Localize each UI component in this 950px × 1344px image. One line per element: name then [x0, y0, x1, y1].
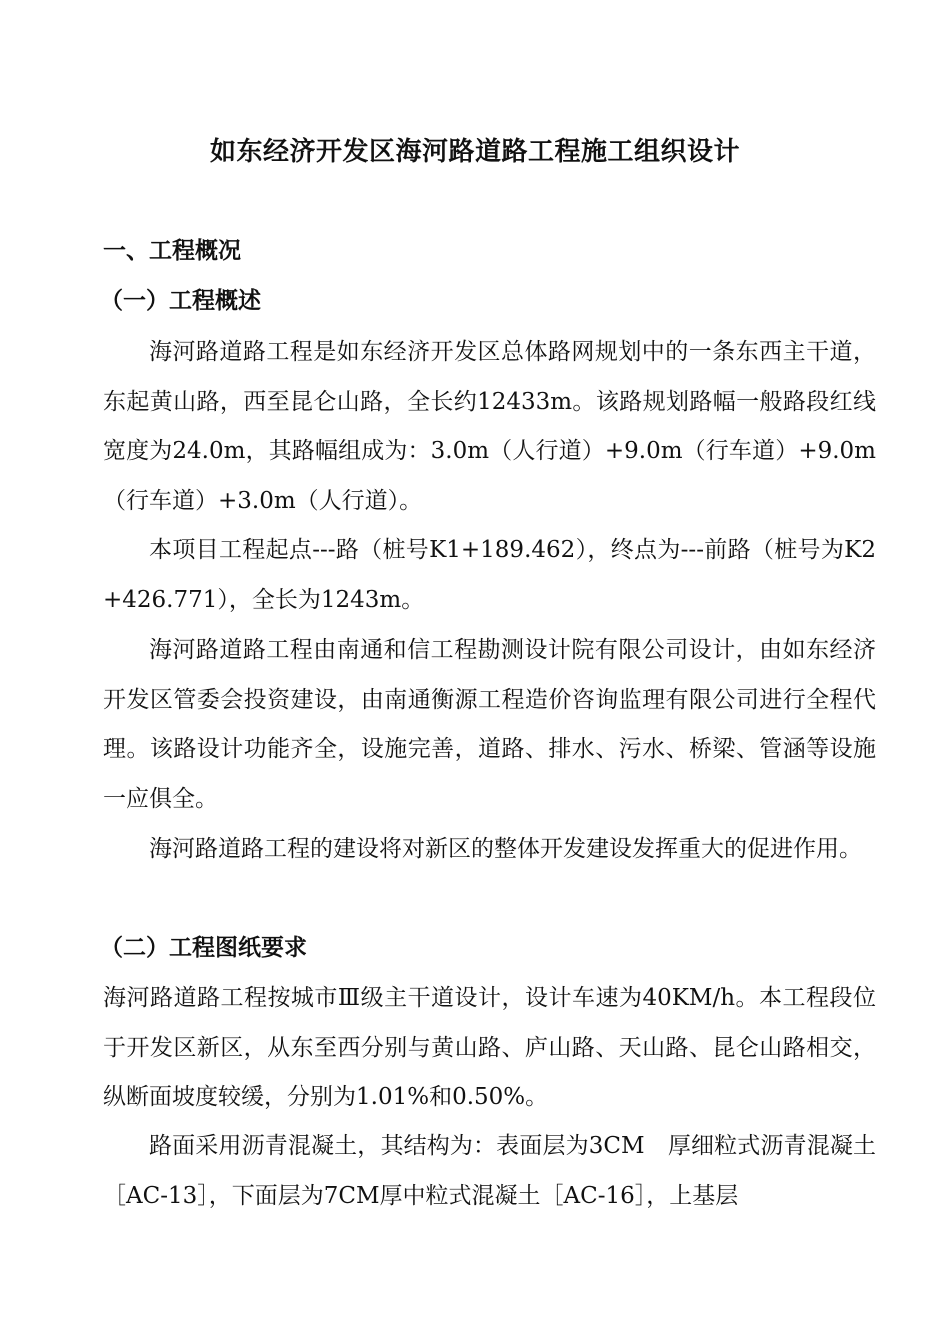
paragraph-road-overview: 海河路道路工程是如东经济开发区总体路网规划中的一条东西主干道，东起黄山路，西至昆仑山路，全长约12433m。该路规划路幅一般路段红线宽度为24.0m，其路幅组成为：3.0m（人行道）+9.0m（行车道）+9.0m（行车道）+3.0m（人行道）。 [103, 339, 876, 514]
paragraph-design-standard: 海河路道路工程按城市Ⅲ级主干道设计，设计车速为40KM/h。本工程段位于开发区新区，从东至西分别与黄山路、庐山路、天山路、昆仑山路相交，纵断面坡度较缓，分别为1.01%和0.50%。 [103, 985, 876, 1110]
subsection-heading-project-summary: （一）工程概述 [100, 287, 261, 314]
paragraph-pavement-structure: 路面采用沥青混凝土，其结构为：表面层为3CM 厚细粒式沥青混凝土［AC-13］，下面层为7CM厚中粒式混凝土［AC-16］，上基层 [103, 1133, 876, 1209]
paragraph-start-end-points: 本项目工程起点---路（桩号K1+189.462），终点为---前路（桩号为K2+426.771），全长为1243m。 [103, 537, 876, 613]
document-title: 如东经济开发区海河路道路工程施工组织设计 [209, 137, 740, 167]
paragraph-development-effect: 海河路道路工程的建设将对新区的整体开发建设发挥重大的促进作用。 [149, 836, 862, 862]
paragraph-design-and-investment: 海河路道路工程由南通和信工程勘测设计院有限公司设计，由如东经济开发区管委会投资建设，由南通衡源工程造价咨询监理有限公司进行全程代理。该路设计功能齐全，设施完善，道路、排水、污水、桥梁、管涵等设施一应俱全。 [103, 637, 876, 812]
subsection-heading-drawing-requirements: （二）工程图纸要求 [100, 934, 307, 961]
section-heading-project-overview: 一、工程概况 [103, 237, 241, 264]
